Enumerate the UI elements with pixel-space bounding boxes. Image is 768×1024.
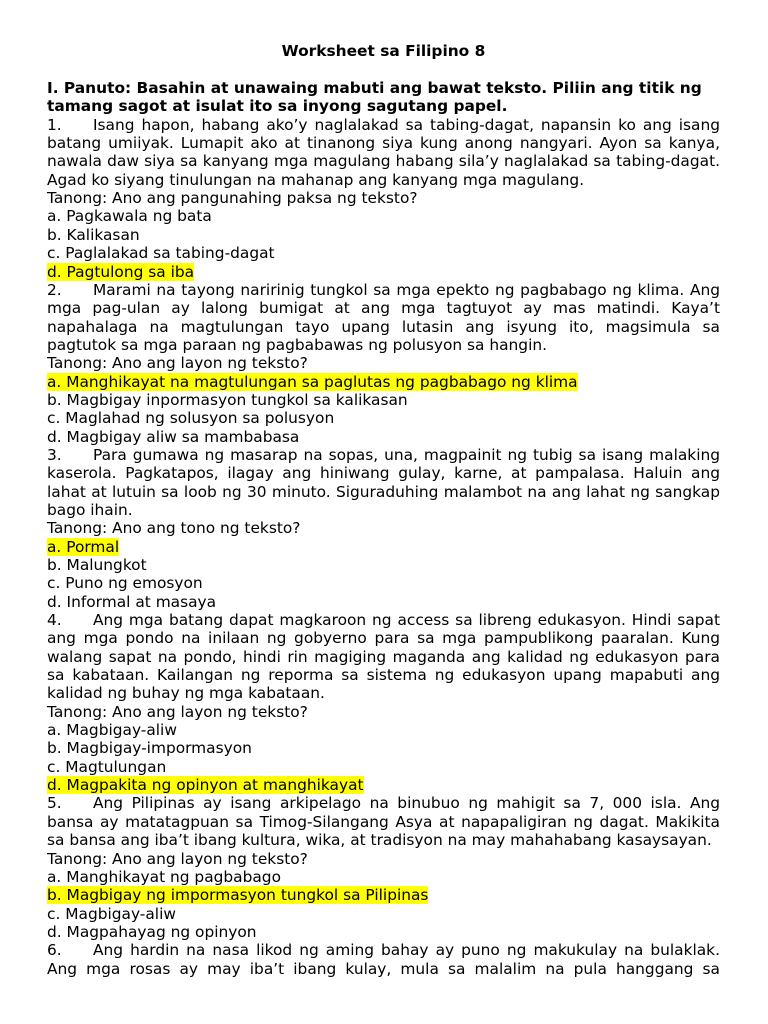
passage-line: bansa ay matatagpuan sa Timog-Silangang Asya at napapaligiran ng dagat. Makikita bbox=[47, 812, 720, 831]
question-text: Tanong: Ano ang layon ng teksto? bbox=[47, 849, 308, 868]
choice-c bbox=[47, 905, 720, 923]
item-number: 5. bbox=[47, 794, 62, 813]
passage-line: Ang hardin na nasa likod ng aming bahay ay puno ng makukulay na bulaklak. bbox=[93, 941, 720, 960]
choice-c bbox=[47, 758, 720, 776]
choice-text: b. Magbigay-impormasyon bbox=[47, 739, 252, 758]
passage-line: kalidad ng buhay ng mga kabataan. bbox=[47, 684, 325, 703]
item-5 bbox=[47, 794, 720, 941]
choice-text: d. Magpahayag ng opinyon bbox=[47, 922, 257, 941]
choice-text: c. Magtulungan bbox=[47, 757, 167, 776]
choice-a bbox=[47, 721, 720, 739]
choice-text: d. Informal at masaya bbox=[47, 592, 217, 611]
passage-line: Ang mga batang dapat magkaroon ng access sa libreng edukasyon. Hindi sapat bbox=[93, 611, 720, 630]
choice-d bbox=[47, 776, 720, 794]
spacer bbox=[47, 61, 720, 79]
choice-text: a. Magbigay-aliw bbox=[47, 721, 177, 740]
choice-text: a. Manghikayat ng pagbabago bbox=[47, 867, 281, 886]
choice-text: b. Malungkot bbox=[47, 556, 147, 575]
choice-b bbox=[47, 391, 720, 409]
passage-line: nawala daw siya sa kanyang mga magulang habang sila’y naglalakad sa tabing-dagat. bbox=[47, 152, 720, 171]
passage-first-line bbox=[47, 116, 720, 134]
choice-text: b. Magbigay inpormasyon tungkol sa kalikasan bbox=[47, 390, 408, 409]
choice-text: d. Magbigay aliw sa mambabasa bbox=[47, 427, 300, 446]
passage-line: bago ihain. bbox=[47, 500, 133, 519]
choice-c bbox=[47, 409, 720, 427]
passage-first-line bbox=[47, 794, 720, 812]
passage-line: Para gumawa ng masarap na sopas, una, magpainit ng tubig sa isang malaking bbox=[93, 445, 720, 464]
item-number: 4. bbox=[47, 611, 62, 630]
item-6 bbox=[47, 941, 720, 978]
choice-text: a. Manghikayat na magtulungan sa paglutas ng pagbabago ng klima bbox=[47, 372, 578, 391]
item-number: 2. bbox=[47, 280, 62, 299]
document-title: Worksheet sa Filipino 8 bbox=[281, 42, 486, 61]
choice-c bbox=[47, 574, 720, 592]
choice-text: c. Paglalakad sa tabing-dagat bbox=[47, 244, 275, 263]
choice-b bbox=[47, 739, 720, 757]
choice-d bbox=[47, 593, 720, 611]
worksheet-content bbox=[47, 42, 720, 978]
passage-first-line bbox=[47, 281, 720, 299]
passage-line: Isang hapon, habang ako’y naglalakad sa tabing-dagat, napansin ko ang isang bbox=[93, 115, 720, 134]
choice-b bbox=[47, 556, 720, 574]
choice-text: d. Pagtulong sa iba bbox=[47, 262, 195, 281]
choice-b bbox=[47, 886, 720, 904]
passage-line: sa kabataan. Kailangan ng reporma sa sistema ng edukasyon upang mapabuti ang bbox=[47, 666, 720, 685]
choice-text: d. Magpakita ng opinyon at manghikayat bbox=[47, 776, 364, 795]
passage-first-line bbox=[47, 446, 720, 464]
item-2 bbox=[47, 281, 720, 446]
choice-a bbox=[47, 373, 720, 391]
passage-first-line bbox=[47, 611, 720, 629]
choice-d bbox=[47, 428, 720, 446]
choice-b bbox=[47, 226, 720, 244]
instructions-line: I. Panuto: Basahin at unawaing mabuti ang bawat teksto. Piliin ang titik ng bbox=[47, 79, 702, 98]
question-text: Tanong: Ano ang layon ng teksto? bbox=[47, 702, 308, 721]
passage-line: ang mga pondo na inilaan ng gobyerno para sa mga pampublikong paaralan. Kung bbox=[47, 629, 720, 648]
passage-line: lahat at lutuin sa loob ng 30 minuto. Siguraduhing malambot na ang lahat ng sangkap bbox=[47, 482, 720, 501]
choice-text: c. Magbigay-aliw bbox=[47, 904, 176, 923]
item-1 bbox=[47, 116, 720, 281]
choice-a bbox=[47, 538, 720, 556]
choice-text: a. Pormal bbox=[47, 537, 120, 556]
passage-line: mga pag-ulan ay lalong bumigat at ang mga tagtuyot ay mas matindi. Kaya’t bbox=[47, 299, 720, 318]
passage-line: Agad ko siyang tinulungan na mahanap ang kanyang mga magulang. bbox=[47, 170, 585, 189]
choice-a bbox=[47, 868, 720, 886]
choice-text: c. Puno ng emosyon bbox=[47, 574, 203, 593]
passage-line: Ang mga rosas ay may iba’t ibang kulay, mula sa malalim na pula hanggang sa bbox=[47, 959, 720, 978]
passage-line: kaserola. Pagkatapos, ilagay ang hiniwang gulay, karne, at pampalasa. Haluin ang bbox=[47, 464, 720, 483]
choice-d bbox=[47, 923, 720, 941]
item-number: 1. bbox=[47, 115, 62, 134]
passage-line: pagtutok sa mga paraan ng pagbabawas ng polusyon sa hangin. bbox=[47, 335, 547, 354]
choice-text: c. Maglahad ng solusyon sa polusyon bbox=[47, 409, 335, 428]
choice-text: a. Pagkawala ng bata bbox=[47, 207, 212, 226]
question-text: Tanong: Ano ang tono ng teksto? bbox=[47, 519, 301, 538]
question-text: Tanong: Ano ang pangunahing paksa ng teksto? bbox=[47, 189, 418, 208]
question-text: Tanong: Ano ang layon ng teksto? bbox=[47, 354, 308, 373]
passage-line: sa bansa ang iba’t ibang kultura, wika, at tradisyon na may mahahabang kasaysayan. bbox=[47, 831, 712, 850]
choice-a bbox=[47, 207, 720, 225]
passage-line: batang umiiyak. Lumapit ako at tinanong siya kung anong nangyari. Ayon sa kanya, bbox=[47, 134, 720, 153]
passage-line: Marami na tayong naririnig tungkol sa mga epekto ng pagbabago ng klima. Ang bbox=[93, 280, 720, 299]
choice-c bbox=[47, 244, 720, 262]
passage-line: Ang Pilipinas ay isang arkipelago na binubuo ng mahigit sa 7, 000 isla. Ang bbox=[93, 794, 720, 813]
instructions bbox=[47, 79, 720, 116]
choice-text: b. Magbigay ng impormasyon tungkol sa Pilipinas bbox=[47, 886, 429, 905]
passage-line: walang sapat na pondo, hindi rin magiging maganda ang kalidad ng edukasyon para bbox=[47, 647, 720, 666]
item-number: 6. bbox=[47, 941, 62, 960]
choice-d bbox=[47, 263, 720, 281]
item-4 bbox=[47, 611, 720, 794]
instructions-line: tamang sagot at isulat ito sa inyong sagutang papel. bbox=[47, 97, 508, 116]
choice-text: b. Kalikasan bbox=[47, 225, 140, 244]
item-number: 3. bbox=[47, 445, 62, 464]
passage-line: napahalaga na magtulungan tayo upang lutasin ang isyung ito, magsimula sa bbox=[47, 317, 720, 336]
item-3 bbox=[47, 446, 720, 611]
passage-first-line bbox=[47, 941, 720, 959]
